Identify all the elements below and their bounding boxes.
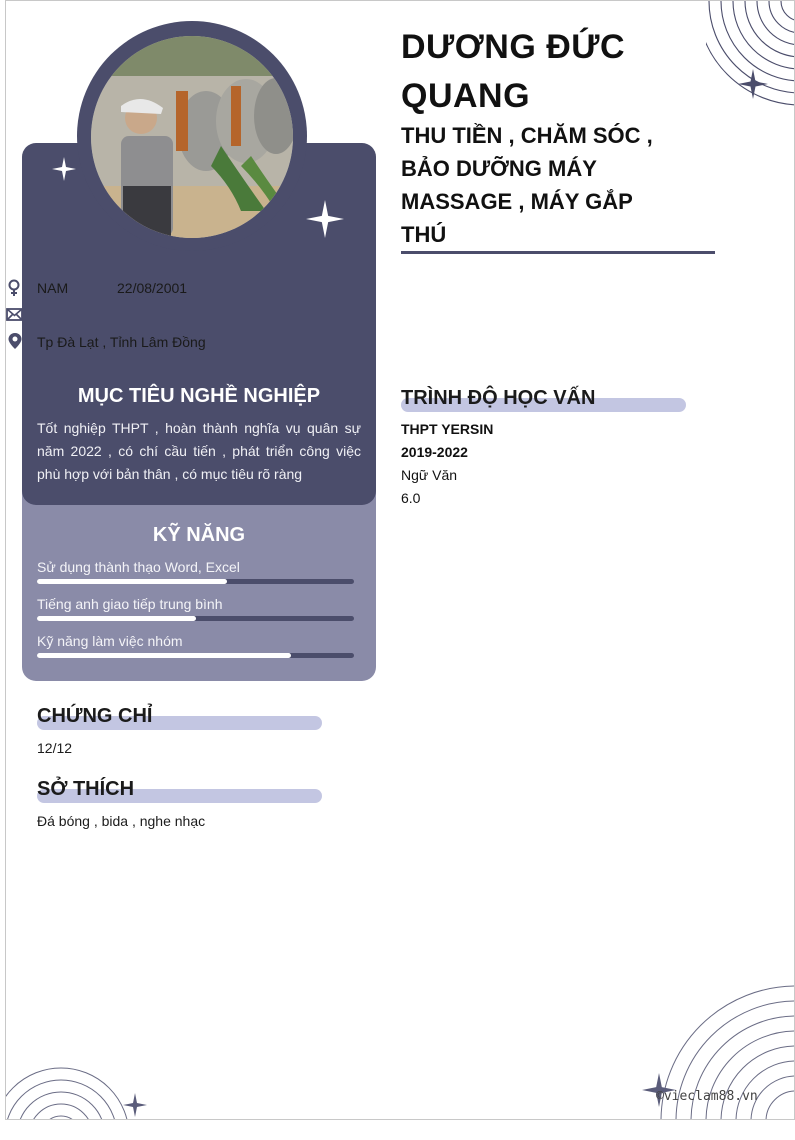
sparkle-icon (52, 157, 76, 181)
hobbies-text: Đá bóng , bida , nghe nhạc (37, 813, 206, 829)
education-years: 2019-2022 (401, 444, 468, 460)
skill-label: Sử dụng thành thạo Word, Excel (37, 559, 240, 575)
skill-bar-fill (37, 653, 291, 658)
avatar-photo (91, 36, 293, 238)
address-value: Tp Đà Lạt , Tỉnh Lâm Đồng (37, 334, 206, 350)
sparkle-icon (738, 69, 768, 99)
certificates-title: CHỨNG CHỈ (37, 705, 153, 727)
skill-label: Kỹ năng làm việc nhóm (37, 633, 183, 649)
gender-value: NAM (37, 280, 69, 296)
objective-text: Tốt nghiệp THPT , hoàn thành nghĩa vụ quân sự năm 2022 , có chí cầu tiến , phát triển công việc phù hợp với bản thân , có mục tiêu rõ ràng (37, 420, 361, 482)
education-major: Ngữ Văn (401, 467, 458, 483)
skill-bar (37, 579, 354, 584)
desired-position: THU TIỀN , CHĂM SÓC , BẢO DƯỠNG MÁY MASSAGE , MÁY GẮP THÚ (401, 123, 653, 247)
skill-bar-fill (37, 579, 227, 584)
title-underline (401, 251, 715, 254)
watermark: ©vieclam88.vn (656, 1089, 758, 1104)
birthdate-value: 22/08/2001 (117, 280, 188, 296)
education-score: 6.0 (401, 490, 421, 506)
skill-label: Tiếng anh giao tiếp trung bình (37, 596, 223, 612)
education-school: THPT YERSIN (401, 421, 494, 437)
sparkle-icon (306, 200, 344, 238)
sparkle-icon (123, 1093, 147, 1117)
education-title: TRÌNH ĐỘ HỌC VẤN (401, 387, 596, 409)
objective-title: MỤC TIÊU NGHỀ NGHIỆP (77, 385, 321, 407)
skill-bar (37, 653, 354, 658)
location-icon (6, 332, 24, 350)
cv-page (5, 0, 795, 1120)
hobbies-title: SỞ THÍCH (37, 778, 135, 800)
skill-bar (37, 616, 354, 621)
gender-icon (6, 279, 24, 297)
skill-bar-fill (37, 616, 196, 621)
certificates-text: 12/12 (37, 740, 73, 756)
avatar (91, 36, 293, 238)
mail-icon (6, 306, 24, 324)
candidate-name: DƯƠNG ĐỨC QUANG (401, 28, 626, 115)
skills-title: KỸ NĂNG (152, 524, 246, 546)
